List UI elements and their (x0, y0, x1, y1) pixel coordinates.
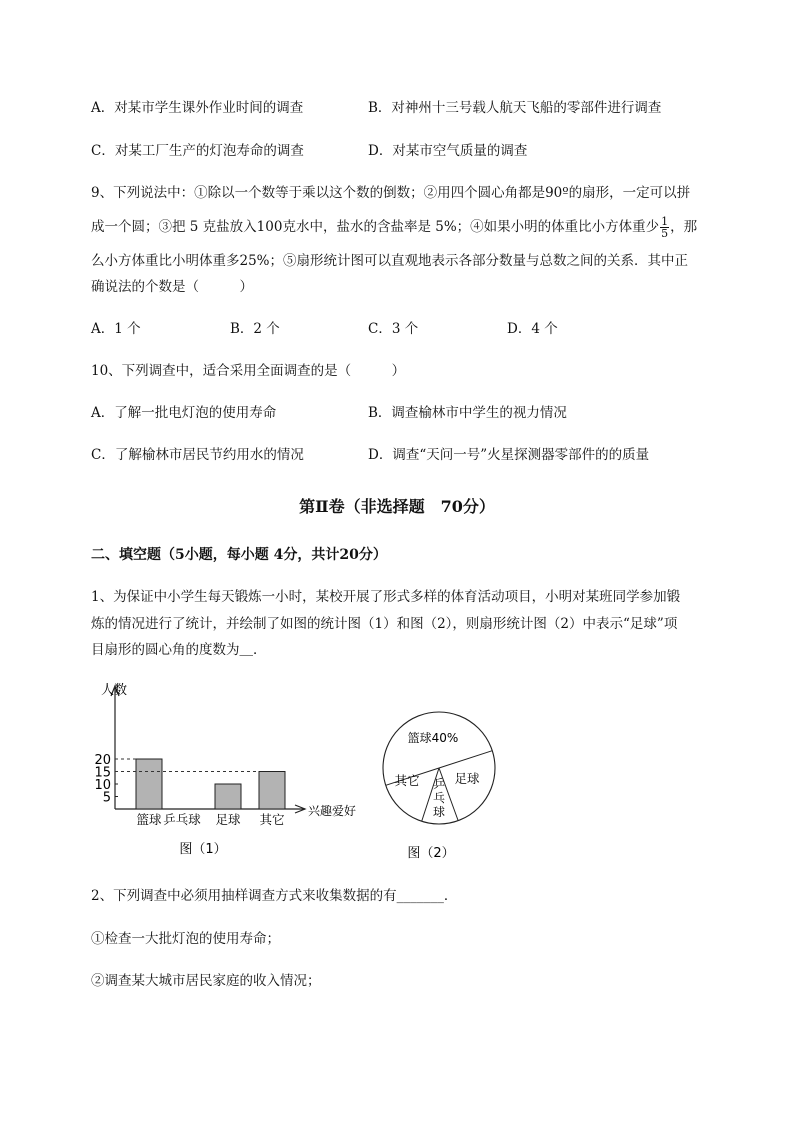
q9-option-d: D．4 个 (507, 321, 558, 337)
q10-option-c: C．了解榆林市居民节约用水的情况 (91, 447, 304, 463)
fraction-numerator: 1 (661, 215, 669, 228)
x-axis-label: 兴趣爱好 (308, 804, 357, 818)
fraction-denominator: 5 (661, 227, 669, 240)
q8-option-d: D．对某市空气质量的调查 (368, 143, 528, 159)
bar-3 (259, 772, 285, 810)
y-axis-label: 人数 (101, 683, 128, 698)
q9-option-c: C．3 个 (368, 321, 419, 337)
slice-divider-0 (439, 751, 492, 768)
y-tick-label: 20 (94, 753, 111, 768)
q9-fraction (660, 216, 669, 239)
q9-option-b: B．2 个 (230, 321, 280, 337)
q10-option-a: A．了解一批电灯泡的使用寿命 (91, 405, 277, 421)
q9-line2 (91, 216, 697, 239)
q8-option-a: A．对某市学生课外作业时间的调查 (91, 100, 304, 116)
pie-chart (377, 710, 517, 900)
y-tick-label: 5 (102, 790, 111, 806)
f1-line2: 炼的情况进行了统计，并绘制了如图的统计图（1）和图（2），则扇形统计图（2）中表示“足球”项 (91, 616, 678, 632)
bar-chart (85, 676, 385, 866)
f2-stem: 2、下列调查中必须用抽样调查方式来收集数据的有_______． (91, 888, 458, 904)
f2-item1: ①检查一大批灯泡的使用寿命； (91, 931, 280, 947)
y-tick-label: 15 (94, 765, 111, 781)
f1-line3: 目扇形的圆心角的度数为＿． (91, 642, 267, 658)
slice-label: 篮球40% (407, 731, 459, 745)
slice-label: 足球 (454, 771, 480, 786)
q9-line2-text: 成一个圆；③把 5 克盐放入100克水中，盐水的含盐率是 5%；④如果小明的体重比小方体重少 (91, 219, 660, 235)
bar-0 (136, 759, 162, 809)
category-label: 其它 (259, 812, 285, 827)
slice-label-char: 球 (432, 805, 446, 819)
f1-line1: 1、为保证中小学生每天锻炼一小时，某校开展了形式多样的体育活动项目，小明对某班同学参加锻 (91, 589, 681, 605)
q9-line1: 9、下列说法中：①除以一个数等于乘以这个数的倒数；②用四个圆心角都是90º的扇形，一定可以拼 (91, 185, 691, 201)
category-label: 乒乓球 (163, 812, 201, 827)
bar-2 (215, 784, 241, 809)
q9-line4: 确说法的个数是（ ） (91, 279, 253, 295)
q10-stem: 10、下列调查中，适合采用全面调查的是（ ） (91, 363, 406, 379)
fill-in-section-heading: 二、填空题（5小题，每小题 4分，共计20分） (91, 547, 387, 563)
slice-label-char: 乓 (432, 791, 446, 805)
category-label: 足球 (215, 812, 241, 827)
q10-option-d: D．调查“天问一号”火星探测器零部件的的质量 (368, 447, 650, 463)
q9-option-a: A．1 个 (91, 321, 141, 337)
category-label: 篮球 (136, 812, 162, 827)
q8-option-b: B．对神州十三号载人航天飞船的零部件进行调查 (368, 100, 662, 116)
q10-option-b: B．调查榆林市中学生的视力情况 (368, 405, 567, 421)
slice-label: 其它 (394, 773, 420, 788)
chart-caption: 图（2） (407, 846, 455, 861)
q9-line3: 么小方体重比小明体重多25%；⑤扇形统计图可以直观地表示各部分数量与总数之间的关系．其中正 (91, 253, 689, 269)
q9-line2-end: ，那 (670, 219, 698, 235)
part2-title: 第Ⅱ卷（非选择题 70分） (299, 497, 495, 516)
q8-option-c: C．对某工厂生产的灯泡寿命的调查 (91, 143, 304, 159)
y-tick-label: 10 (94, 778, 111, 793)
chart-caption: 图（1） (179, 842, 227, 857)
slice-label-char: 乒 (432, 777, 446, 791)
f2-item2: ②调查某大城市居民家庭的收入情况； (91, 973, 321, 989)
